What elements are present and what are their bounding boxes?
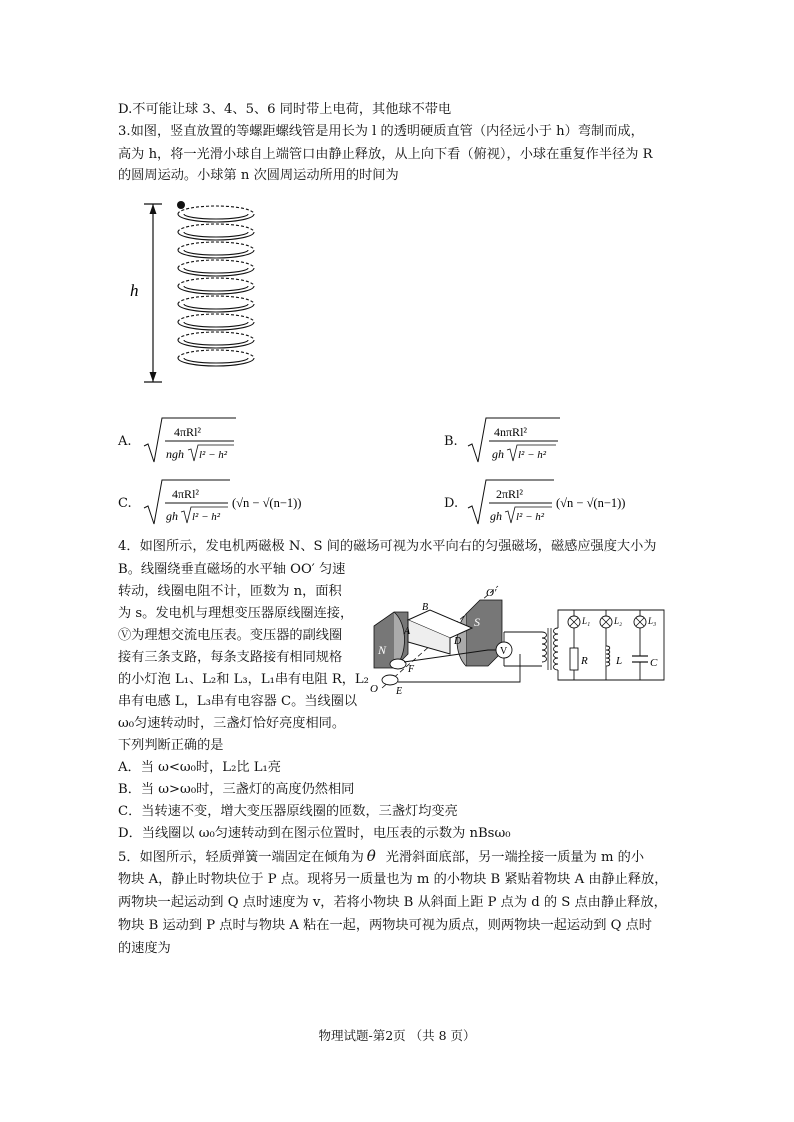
slip-ring-e — [382, 675, 398, 685]
d-label: D — [454, 636, 462, 647]
inductor-l — [606, 646, 610, 666]
svg-text:L₃: L₃ — [648, 616, 657, 626]
q5-line-1a: 5．如图所示，轻质弹簧一端固定在倾角为 — [118, 850, 364, 865]
q4-option-a: A．当 ω<ω₀时，L₂比 L₁亮 — [118, 760, 281, 775]
q3-option-b-label: B. — [444, 434, 458, 449]
q3-line-2: 高为 h，将一光滑小球自上端管口由静止释放，从上向下看（俯视），小球在重复作半径为 R — [118, 147, 653, 162]
q4-line-3: 转动，线圈电阻不计，匝数为 n，面积 — [118, 584, 342, 599]
svg-text:l² − h²: l² − h² — [516, 511, 545, 523]
q3-line-3: 的圆周运动。小球第 n 次圆周运动所用的时间为 — [118, 168, 399, 183]
q4-line-5: Ⓥ为理想交流电压表。变压器的副线圈 — [118, 628, 343, 643]
q3-option-c-label: C. — [118, 496, 132, 511]
svg-text:L: L — [616, 655, 623, 667]
svg-text:l² − h²: l² − h² — [518, 449, 547, 461]
svg-text:l² − h²: l² − h² — [199, 449, 228, 461]
q3-option-a-formula — [142, 414, 238, 466]
svg-text:(√n − √(n−1)): (√n − √(n−1)) — [232, 496, 302, 510]
svg-text:4πRl²: 4πRl² — [172, 487, 199, 501]
q3-option-d-formula — [466, 476, 636, 528]
q4-line-7: 的小灯泡 L₁、L₂和 L₃，L₁串有电阻 R，L₂ — [118, 672, 369, 687]
prev-option-d: D.不可能让球 3、4、5、6 同时带上电荷，其他球不带电 — [118, 102, 452, 117]
h-label: h — [130, 281, 139, 300]
q5-line-3: 两物块一起运动到 Q 点时速度为 v，若将小物块 B 从斜面上距 P 点为 d 的 S 点由静止释放， — [118, 895, 667, 910]
q4-line-9: ω₀匀速转动时，三盏灯恰好亮度相同。 — [118, 716, 346, 731]
q3-option-c-formula — [142, 476, 312, 528]
resistor-r — [570, 648, 578, 670]
svg-text:R: R — [581, 655, 588, 667]
generator-circuit-figure — [368, 584, 684, 702]
svg-text:L₂: L₂ — [614, 616, 623, 626]
svg-text:4πRl²: 4πRl² — [174, 425, 201, 439]
svg-text:gh: gh — [166, 509, 178, 523]
b-label: B — [422, 602, 429, 613]
q3-option-a-label: A. — [118, 434, 132, 449]
q5-line-1b: 光滑斜面底部，另一端拴接一质量为 m 的小 — [385, 850, 645, 865]
magnet-s — [466, 600, 502, 666]
q3-option-b-formula — [466, 414, 562, 466]
q4-line-8: 串有电感 L，L₃串有电容器 C。当线圈以 — [118, 694, 358, 709]
a-label: A — [404, 626, 411, 637]
e-label: E — [396, 686, 403, 697]
transformer-primary — [542, 632, 547, 662]
svg-text:N: N — [378, 643, 387, 657]
svg-text:V: V — [500, 646, 508, 657]
svg-text:C: C — [650, 657, 658, 669]
slip-ring-f — [390, 659, 406, 669]
o-label: O — [370, 683, 378, 695]
transformer-secondary — [554, 628, 559, 670]
q4-option-c: C．当转速不变，增大变压器原线圈的匝数，三盏灯均变亮 — [118, 804, 458, 819]
q5-line-5: 的速度为 — [118, 941, 171, 956]
q4-line-10: 下列判断正确的是 — [118, 738, 224, 753]
svg-text:ngh: ngh — [166, 447, 184, 461]
q5-line-2: 物块 A，静止时物块位于 P 点。现将另一质量也为 m 的小物块 B 紧贴着物块 A 由静止释放， — [118, 872, 668, 887]
q4-line-1: 4．如图所示，发电机两磁极 N、S 间的磁场可视为水平向右的匀强磁场，磁感应强度大小为 — [118, 539, 657, 554]
q4-line-2: B。线圈绕垂直磁场的水平轴 OO′ 匀速 — [118, 562, 346, 577]
f-label: F — [408, 664, 415, 675]
q5-line-1 — [118, 846, 644, 868]
ball-icon — [177, 201, 185, 209]
svg-text:L₁: L₁ — [582, 616, 591, 626]
theta-symbol: θ — [366, 847, 376, 865]
svg-text:gh: gh — [492, 447, 504, 461]
q4-option-b: B．当 ω>ω₀时，三盏灯的高度仍然相同 — [118, 782, 355, 797]
q3-line-1: 3.如图，竖直放置的等螺距螺线管是用长为 l 的透明硬质直管（内径远小于 h）弯制而成， — [118, 124, 644, 139]
svg-text:4nπRl²: 4nπRl² — [494, 425, 527, 439]
q5-line-4: 物块 B 运动到 P 点时与物块 A 粘在一起，两物块可视为质点，则两物块一起运动到 Q 点时 — [118, 918, 652, 933]
svg-text:(√n − √(n−1)): (√n − √(n−1)) — [556, 496, 626, 510]
q3-option-d-label: D. — [444, 496, 459, 511]
q4-option-d: D．当线圈以 ω₀匀速转动到在图示位置时，电压表的示数为 nBsω₀ — [118, 826, 511, 841]
q4-line-4: 为 s。发电机与理想变压器原线圈连接， — [118, 606, 354, 621]
o-prime-label: O′ — [486, 587, 497, 599]
svg-text:l² − h²: l² − h² — [192, 511, 221, 523]
svg-text:gh: gh — [490, 509, 502, 523]
helix-figure — [120, 192, 280, 388]
page-footer: 物理试题-第2页 （共 8 页） — [318, 1028, 476, 1043]
svg-text:2πRl²: 2πRl² — [496, 487, 523, 501]
q4-line-6: 接有三条支路，每条支路接有相同规格 — [118, 650, 343, 665]
svg-text:S: S — [474, 615, 480, 629]
